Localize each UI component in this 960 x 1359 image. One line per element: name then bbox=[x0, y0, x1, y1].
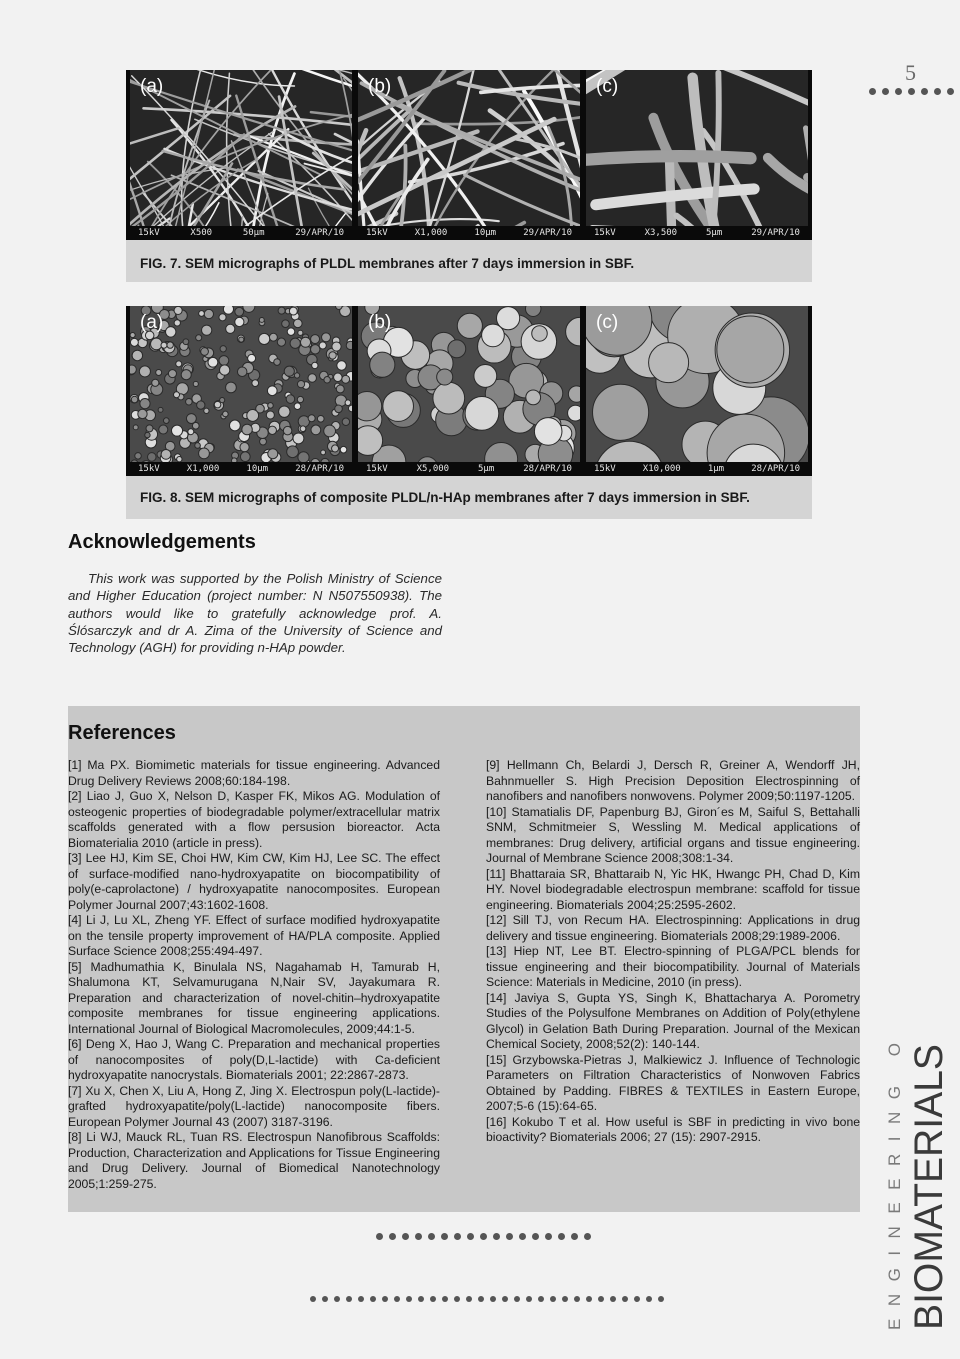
reference-item: [6] Deng X, Hao J, Wang C. Preparation and mechanical properties of nanocomposites of poly(D,L-lactide) with Ca-deficient hydroxyapatite nanocrystals. Biomaterials 2001; 22:2867-2873. bbox=[68, 1037, 440, 1082]
panel-label: (b) bbox=[368, 76, 392, 97]
scale-text: 29/APR/10 bbox=[523, 228, 572, 238]
dot bbox=[882, 88, 889, 95]
dot bbox=[322, 1296, 328, 1302]
scale-text: 15kV bbox=[366, 464, 388, 474]
dot bbox=[921, 88, 928, 95]
sem-image-fibers-a bbox=[130, 70, 352, 240]
scale-text: 5µm bbox=[706, 228, 723, 238]
scale-text: 50µm bbox=[242, 228, 265, 238]
dot bbox=[467, 1233, 474, 1240]
decorative-dots-top bbox=[869, 88, 954, 95]
sem-texture bbox=[358, 70, 580, 240]
scale-bar bbox=[586, 226, 808, 240]
dot bbox=[934, 88, 941, 95]
scale-text: 15kV bbox=[138, 464, 160, 474]
panel-label: (c) bbox=[596, 312, 619, 333]
dot bbox=[389, 1233, 396, 1240]
scale-text: 5µm bbox=[478, 464, 495, 474]
dot bbox=[454, 1296, 460, 1302]
figure-8 bbox=[126, 306, 812, 519]
dot bbox=[532, 1233, 539, 1240]
panel-label: (a) bbox=[140, 76, 164, 97]
dot bbox=[908, 88, 915, 95]
sem-texture bbox=[130, 70, 352, 240]
dot bbox=[545, 1233, 552, 1240]
dot bbox=[634, 1296, 640, 1302]
dot bbox=[478, 1296, 484, 1302]
dot bbox=[622, 1296, 628, 1302]
scale-text: X3,500 bbox=[644, 228, 678, 238]
dot bbox=[310, 1296, 316, 1302]
scale-text: 29/APR/10 bbox=[295, 228, 344, 238]
dot bbox=[402, 1233, 409, 1240]
acknowledgements-heading: Acknowledgements bbox=[68, 531, 256, 553]
dot bbox=[415, 1233, 422, 1240]
dot bbox=[441, 1233, 448, 1240]
references-left-column bbox=[68, 758, 440, 1192]
scale-text: 28/APR/10 bbox=[751, 464, 800, 474]
dot bbox=[586, 1296, 592, 1302]
decorative-dots-middle bbox=[376, 1233, 591, 1240]
reference-item: [8] Li WJ, Mauck RL, Tuan RS. Electrospun Nanofibrous Scaffolds: Production, Characterization and Applications for Tissue Engineering and Drug Delivery. Journal of Biomedical Nanotechnology 2005;1:259-275. bbox=[68, 1130, 440, 1191]
scale-bar bbox=[130, 226, 352, 240]
panel-label: (b) bbox=[368, 312, 392, 333]
dot bbox=[493, 1233, 500, 1240]
scale-text: 28/APR/10 bbox=[295, 464, 344, 474]
figure-7 bbox=[126, 70, 812, 282]
scale-text: 15kV bbox=[366, 228, 388, 238]
scale-text: 10µm bbox=[474, 228, 497, 238]
dot bbox=[610, 1296, 616, 1302]
scale-bar bbox=[358, 462, 580, 476]
dot bbox=[418, 1296, 424, 1302]
decorative-dots-bottom bbox=[310, 1296, 664, 1302]
reference-item: [11] Bhattaraia SR, Bhattaraib N, Yic HK, Hwangc PH, Chad D, Kim HY. Novel biodegradable electrospun membrane: scaffold for tissue engineering. Biomaterials 2004;25:2595-2602. bbox=[486, 866, 860, 912]
dot bbox=[869, 88, 876, 95]
scale-bar bbox=[586, 462, 808, 476]
references-right-column bbox=[486, 758, 860, 1146]
dot bbox=[947, 88, 954, 95]
dot bbox=[442, 1296, 448, 1302]
dot bbox=[895, 88, 902, 95]
journal-logo-graphic bbox=[876, 1030, 956, 1340]
reference-item: [14] Javiya S, Gupta YS, Singh K, Bhattacharya A. Porometry Studies of the Polysulfone Membranes on Addition of Poly(ethylene Glycol) in Gelation Bath During Preparation. Journal of the Mexican Chemical Society, 2008;52(2): 140-144. bbox=[486, 990, 860, 1051]
dot bbox=[358, 1296, 364, 1302]
reference-item: [3] Lee HJ, Kim SE, Choi HW, Kim CW, Kim HJ, Lee SC. The effect of surface-modified nano-hydroxyapatite on biocompatibility of poly(e-caprolactone) / hydroxyapatite nanocomposites. European Polymer Journal 2007;43:1602-1608. bbox=[68, 851, 440, 912]
scale-text: 28/APR/10 bbox=[523, 464, 572, 474]
references-heading: References bbox=[68, 722, 176, 744]
reference-item: [7] Xu X, Chen X, Liu A, Hong Z, Jing X. Electrospun poly(L-lactide)-grafted hydroxyapatite/poly(L-lactide) nanocomposite fibers. European Polymer Journal 43 (2007) 3187-3196. bbox=[68, 1083, 440, 1129]
journal-logo bbox=[876, 1030, 956, 1340]
sem-image-particles-a bbox=[130, 306, 352, 476]
page-number: 5 bbox=[905, 60, 916, 85]
journal-logo-line2: BIOMATERIALS bbox=[907, 1037, 951, 1330]
figure-7-images bbox=[126, 70, 812, 240]
scale-bar bbox=[130, 462, 352, 476]
reference-item: [12] Sill TJ, von Recum HA. Electrospinning: Applications in drug delivery and tissue engineering. Biomaterials 2008;29:1989-2006. bbox=[486, 913, 860, 943]
dot bbox=[538, 1296, 544, 1302]
dot bbox=[382, 1296, 388, 1302]
scale-text: 29/APR/10 bbox=[751, 228, 800, 238]
dot bbox=[514, 1296, 520, 1302]
scale-text: 15kV bbox=[594, 228, 616, 238]
dot bbox=[519, 1233, 526, 1240]
journal-logo-line1: ENGINEERING OF bbox=[885, 1030, 904, 1330]
dot bbox=[550, 1296, 556, 1302]
figure-caption: FIG. 7. SEM micrographs of PLDL membranes after 7 days immersion in SBF. bbox=[140, 256, 635, 271]
dot bbox=[502, 1296, 508, 1302]
scale-text: 15kV bbox=[138, 228, 160, 238]
scale-text: 10µm bbox=[246, 464, 269, 474]
scale-text: 15kV bbox=[594, 464, 616, 474]
scale-text: X5,000 bbox=[416, 464, 450, 474]
sem-image-fibers-b bbox=[358, 70, 580, 240]
dot bbox=[480, 1233, 487, 1240]
reference-item: [9] Hellmann Ch, Belardi J, Dersch R, Greiner A, Wendorff JH, Bahnmueller S. High Precision Deposition Electrospinning of nanofibers and nanofibers nonwovens. Polymer 2009;50:1197-1205. bbox=[486, 758, 860, 803]
sem-image-fibers-c bbox=[586, 70, 808, 240]
acknowledgements-text: This work was supported by the Polish Ministry of Science and Higher Education (project number: N N507550938). The authors would like to gratefully acknowledge prof. A. Ślósarczyk and dr A. Zima of the University of Science and Technology (AGH) for providing n-HAp powder. bbox=[68, 571, 442, 656]
figure-8-images bbox=[126, 306, 812, 476]
dot bbox=[658, 1296, 664, 1302]
reference-item: [10] Stamatialis DF, Papenburg BJ, Giron´es M, Saiful S, Bettahalli SNM, Schmitmeier S, Wessling M. Medical applications of membranes: Drug delivery, artificial organs and tissue engineering. Journal of Membrane Science 2008;308:1-34. bbox=[486, 804, 860, 865]
scale-text: X500 bbox=[190, 228, 213, 238]
dot bbox=[584, 1233, 591, 1240]
reference-item: [5] Madhumathia K, Binulala NS, Nagahamab H, Tamurab H, Shalumona KT, Selvamurugana N,Nair SV, Jayakumara R. Preparation and characterization of novel-chitin–hydroxyapatite composite membranes for tissue engineering applications. International Journal of Biological Macromolecules, 2009;44:1-5. bbox=[68, 959, 440, 1036]
sem-texture bbox=[130, 306, 352, 476]
sem-image-particles-b bbox=[358, 306, 580, 476]
panel-label: (a) bbox=[140, 312, 164, 333]
dot bbox=[562, 1296, 568, 1302]
reference-item: [16] Kokubo T et al. How useful is SBF in predicting in vivo bone bioactivity? Biomaterials 2006; 27 (15): 2907-2915. bbox=[486, 1114, 860, 1144]
figure-caption: FIG. 8. SEM micrographs of composite PLDL/n-HAp membranes after 7 days immersion in SBF. bbox=[140, 490, 750, 505]
dot bbox=[571, 1233, 578, 1240]
sem-texture bbox=[358, 306, 580, 476]
reference-item: [2] Liao J, Guo X, Nelson D, Kasper FK, Mikos AG. Modulation of osteogenic properties of biodegradable polymer/extracellular matrix scaffolds generated with a flow persusion bioreactor. Acta Biomaterialia 2010 (article in press). bbox=[68, 789, 440, 850]
dot bbox=[490, 1296, 496, 1302]
scale-bar bbox=[358, 226, 580, 240]
dot bbox=[506, 1233, 513, 1240]
dot bbox=[526, 1296, 532, 1302]
panel-label: (c) bbox=[596, 76, 619, 97]
sem-texture bbox=[586, 70, 808, 240]
dot bbox=[466, 1296, 472, 1302]
dot bbox=[394, 1296, 400, 1302]
reference-item: [4] Li J, Lu XL, Zheng YF. Effect of surface modified hydroxyapatite on the tensile property improvement of HA/PLA composite. Applied Surface Science 2008;255:494-497. bbox=[68, 913, 440, 958]
dot bbox=[430, 1296, 436, 1302]
dot bbox=[428, 1233, 435, 1240]
scale-text: 1µm bbox=[707, 464, 725, 474]
dot bbox=[646, 1296, 652, 1302]
sem-texture bbox=[586, 306, 808, 476]
dot bbox=[370, 1296, 376, 1302]
dot bbox=[406, 1296, 412, 1302]
scale-text: X1,000 bbox=[414, 228, 448, 238]
reference-item: [15] Grzybowska-Pietras J, Malkiewicz J. Influence of Technologic Parameters on Filtration Characteristics of Nonwoven Fabrics Obtained by Padding. FIBRES & TEXTILES in Eastern Europe, 2007;5-6 (15):64-65. bbox=[486, 1052, 860, 1113]
dot bbox=[376, 1233, 383, 1240]
dot bbox=[346, 1296, 352, 1302]
reference-item: [1] Ma PX. Biomimetic materials for tissue engineering. Advanced Drug Delivery Reviews 2008;60:184-198. bbox=[68, 758, 440, 788]
scale-text: X10,000 bbox=[642, 464, 681, 474]
sem-image-particles-c bbox=[586, 306, 808, 476]
dot bbox=[454, 1233, 461, 1240]
scale-text: X1,000 bbox=[186, 464, 220, 474]
dot bbox=[574, 1296, 580, 1302]
reference-item: [13] Hiep NT, Lee BT. Electro-spinning of PLGA/PCL blends for tissue engineering and their biocompatibility. Journal of Materials Science: Materials in Medicine, 2010 (in press). bbox=[486, 944, 860, 989]
references-section bbox=[68, 706, 860, 1212]
dot bbox=[558, 1233, 565, 1240]
dot bbox=[334, 1296, 340, 1302]
dot bbox=[598, 1296, 604, 1302]
